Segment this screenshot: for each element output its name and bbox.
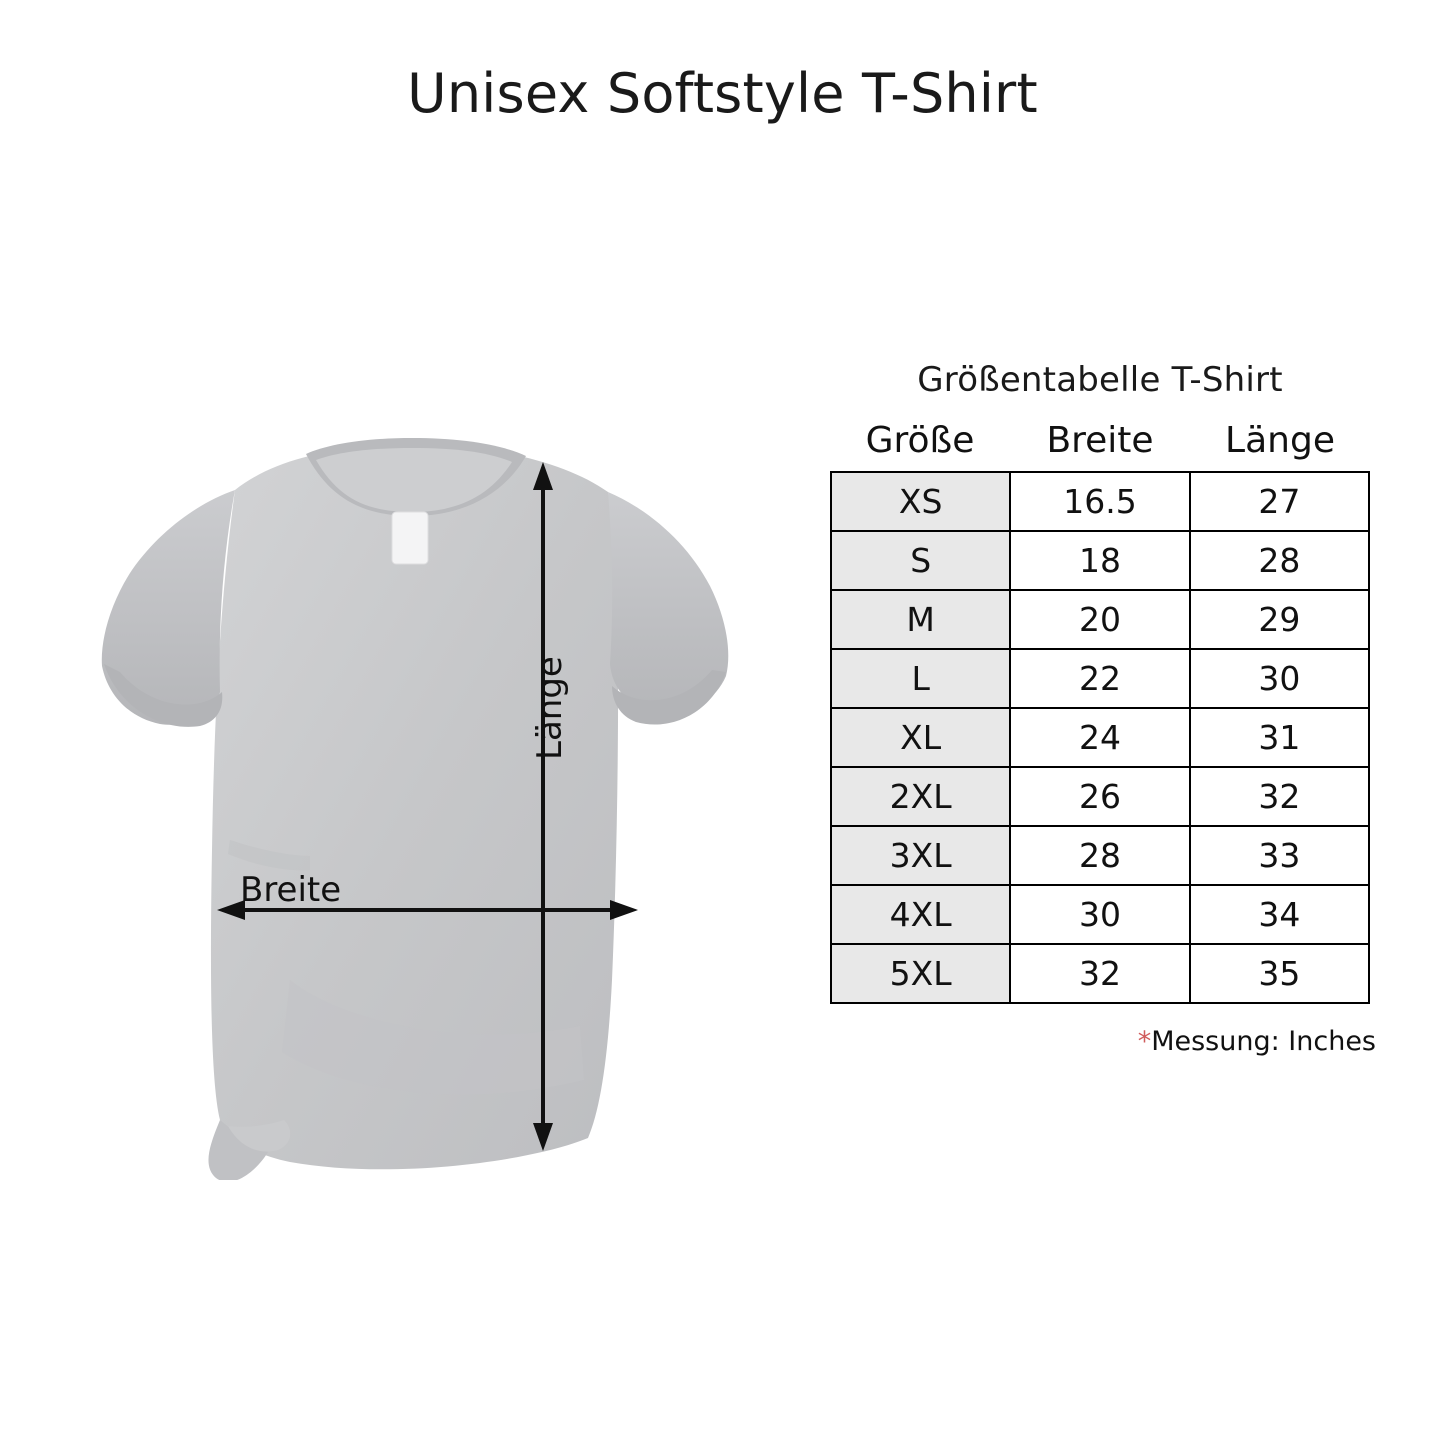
cell-length: 33 <box>1190 826 1369 885</box>
table-row <box>831 708 1369 767</box>
measurement-unit-note <box>820 1026 1380 1057</box>
cell-width: 24 <box>1010 708 1189 767</box>
table-row <box>831 885 1369 944</box>
cell-length: 27 <box>1190 472 1369 531</box>
page-title: Unisex Softstyle T-Shirt <box>407 62 1038 125</box>
cell-width: 30 <box>1010 885 1189 944</box>
note-text: Messung: Inches <box>1151 1026 1376 1057</box>
cell-width: 18 <box>1010 531 1189 590</box>
cell-size: L <box>831 649 1010 708</box>
cell-size: 3XL <box>831 826 1010 885</box>
cell-length: 31 <box>1190 708 1369 767</box>
column-header-length: Länge <box>1225 420 1335 461</box>
cell-size: S <box>831 531 1010 590</box>
cell-width: 20 <box>1010 590 1189 649</box>
cell-size: 2XL <box>831 767 1010 826</box>
cell-length: 30 <box>1190 649 1369 708</box>
tshirt-illustration <box>60 420 760 1180</box>
table-row <box>831 590 1369 649</box>
length-measure-label: Länge <box>530 656 570 760</box>
table-row <box>831 531 1369 590</box>
cell-size: XL <box>831 708 1010 767</box>
size-chart-caption: Größentabelle T-Shirt <box>917 360 1283 400</box>
cell-size: 4XL <box>831 885 1010 944</box>
table-row <box>831 826 1369 885</box>
size-chart-table <box>830 471 1370 1004</box>
size-chart <box>820 360 1380 1057</box>
tshirt-graphic <box>60 420 760 1180</box>
note-asterisk: * <box>1137 1026 1152 1057</box>
cell-width: 16.5 <box>1010 472 1189 531</box>
cell-width: 22 <box>1010 649 1189 708</box>
table-row <box>831 767 1369 826</box>
cell-size: M <box>831 590 1010 649</box>
column-header-size: Größe <box>865 420 975 461</box>
size-chart-header-row <box>830 420 1370 461</box>
table-row <box>831 944 1369 1003</box>
width-measure-label: Breite <box>240 870 342 910</box>
cell-width: 26 <box>1010 767 1189 826</box>
cell-length: 32 <box>1190 767 1369 826</box>
column-header-width: Breite <box>1046 420 1154 461</box>
table-row <box>831 649 1369 708</box>
cell-length: 29 <box>1190 590 1369 649</box>
cell-length: 34 <box>1190 885 1369 944</box>
cell-size: 5XL <box>831 944 1010 1003</box>
cell-width: 28 <box>1010 826 1189 885</box>
cell-length: 35 <box>1190 944 1369 1003</box>
cell-length: 28 <box>1190 531 1369 590</box>
cell-width: 32 <box>1010 944 1189 1003</box>
table-row <box>831 472 1369 531</box>
cell-size: XS <box>831 472 1010 531</box>
